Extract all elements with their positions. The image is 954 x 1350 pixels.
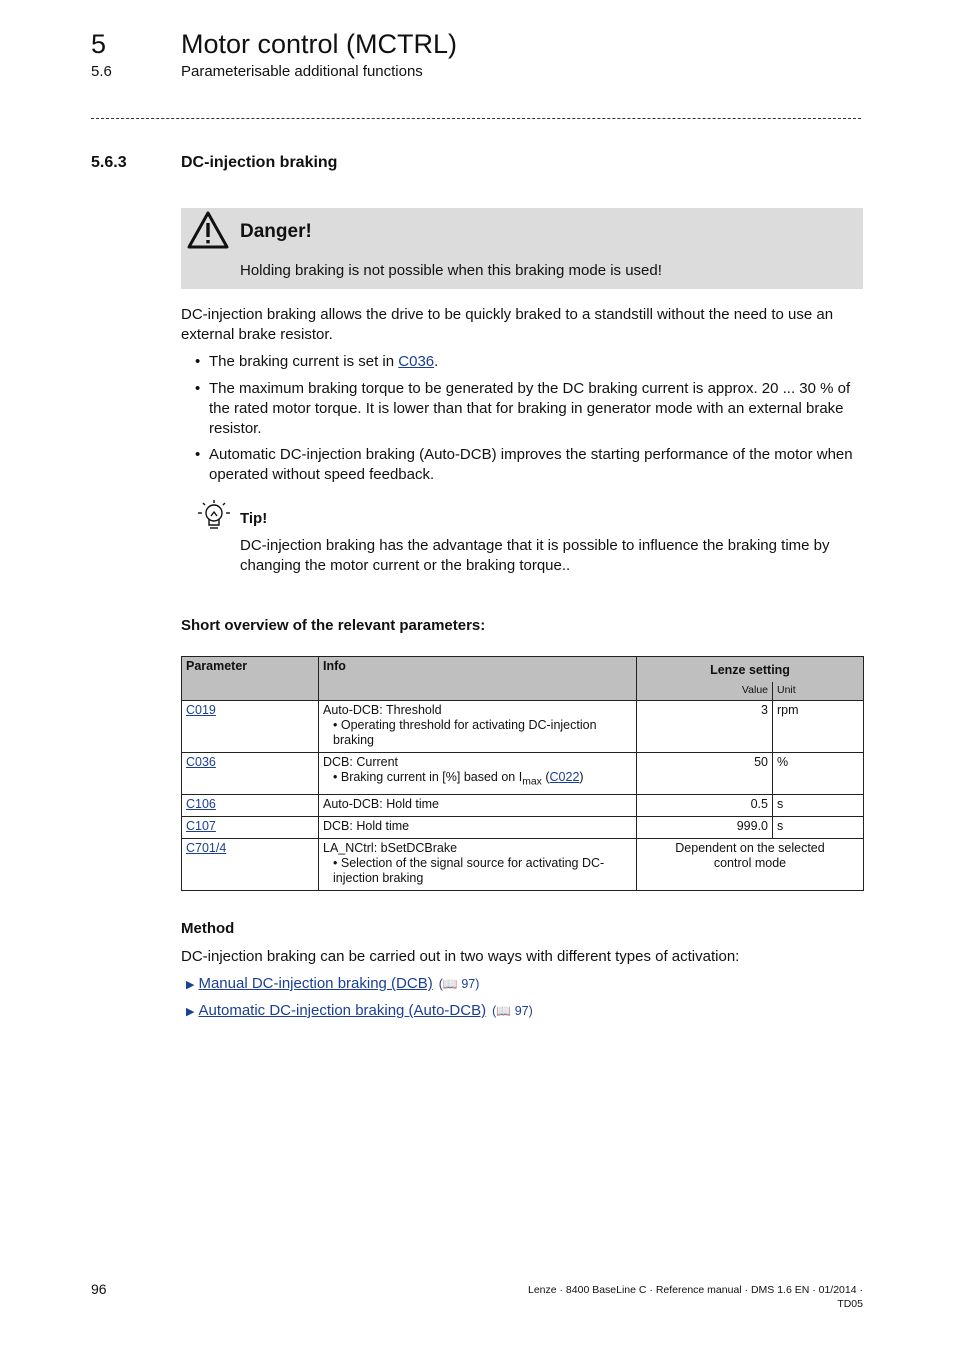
overview-heading: Short overview of the relevant parameters:: [181, 617, 486, 634]
link-c036[interactable]: C036: [186, 755, 216, 769]
subchapter-number: 5.6: [91, 63, 112, 80]
bullet-dot: •: [195, 446, 201, 463]
bullet-dot: •: [195, 353, 201, 370]
tip-text: DC-injection braking has the advantage that it is possible to influence the braking time by changing the motor current or the braking torque..: [240, 537, 830, 574]
warning-triangle-icon: [186, 210, 230, 250]
link-manual-dcb[interactable]: Manual DC-injection braking (DCB): [198, 975, 433, 992]
link-auto-dcb[interactable]: Automatic DC-injection braking (Auto-DCB): [198, 1002, 487, 1019]
row-info-bullet: • Braking current in [%] based on $I_{max}$ (C022): [333, 770, 584, 788]
subchapter-title: Parameterisable additional functions: [181, 63, 423, 80]
nav-link-item: [186, 1001, 533, 1022]
link-c701-4[interactable]: C701/4: [186, 840, 227, 855]
bullet-item: Automatic DC-injection braking (Auto-DCB) improves the starting performance of the motor when operated without speed feedback.: [209, 446, 853, 483]
row-value: 0.5: [637, 794, 773, 816]
table-row: [182, 816, 864, 838]
chapter-number: 5: [91, 29, 107, 59]
section-number: 5.6.3: [91, 154, 127, 171]
header-parameter: Parameter: [182, 657, 319, 701]
row-bullet-text: Operating threshold for activating DC-injection braking: [333, 718, 597, 747]
row-bullet-text: Braking current in [%] based on I: [340, 770, 523, 784]
section-title: DC-injection braking: [181, 154, 338, 171]
tip-title: Tip!: [240, 510, 268, 527]
page-reference[interactable]: (📖 97): [438, 977, 480, 991]
method-heading: Method: [181, 920, 235, 937]
link-c036[interactable]: C036: [398, 353, 435, 370]
link-c019[interactable]: C019: [186, 703, 216, 717]
table-row: [182, 753, 864, 795]
link-c106[interactable]: C106: [186, 796, 216, 811]
header-value: Value: [637, 682, 773, 701]
row-info: LA_NCtrl: bSetDCBrake: [323, 840, 458, 855]
book-icon: 📖: [442, 977, 458, 991]
table-row: [182, 701, 864, 753]
row-bullet-paren: (: [541, 770, 550, 784]
book-icon: 📖: [496, 1004, 512, 1018]
row-unit: rpm: [773, 701, 864, 753]
row-unit: s: [773, 816, 864, 838]
danger-text: Holding braking is not possible when this braking mode is used!: [240, 262, 662, 279]
link-c107[interactable]: C107: [186, 818, 216, 833]
header-unit: Unit: [773, 682, 864, 701]
bullet-item: The maximum braking torque to be generated by the DC braking current is approx. 20 ... 30 % of the rated motor torque. It is lower than that for braking in generator mode with an external brake resistor.: [209, 380, 851, 437]
page-number: 96: [91, 1281, 107, 1297]
row-info-bullet: • Operating threshold for activating DC-injection braking: [333, 718, 597, 747]
lightbulb-icon: [195, 498, 233, 534]
method-text: DC-injection braking can be carried out in two ways with different types of activation:: [181, 948, 740, 965]
bullet-dot: •: [195, 380, 201, 397]
parameter-table: [181, 656, 864, 891]
header-info: Info: [319, 657, 637, 701]
page-reference[interactable]: (📖 97): [492, 1004, 533, 1018]
row-merged-setting: Dependent on the selected control mode: [637, 838, 864, 890]
row-info: Auto-DCB: Threshold: [323, 703, 442, 717]
page-ref-number: 97: [514, 1004, 529, 1018]
row-info: Auto-DCB: Hold time: [319, 794, 637, 816]
header-lenze-setting: Lenze setting: [637, 657, 864, 683]
triangle-right-icon: ▶: [186, 1006, 195, 1018]
page-ref-number: 97: [461, 977, 476, 991]
row-bullet-text: Selection of the signal source for activating DC-injection braking: [333, 855, 605, 885]
table-row: [182, 794, 864, 816]
danger-title: Danger!: [240, 221, 312, 242]
row-unit: s: [773, 794, 864, 816]
row-info: DCB: Current: [323, 755, 399, 769]
bullet-text: The braking current is set in: [209, 353, 399, 370]
footer-doc-info: Lenze · 8400 BaseLine C · Reference manual · DMS 1.6 EN · 01/2014 · TD05: [527, 1284, 863, 1310]
chapter-title: Motor control (MCTRL): [181, 29, 458, 59]
row-unit: %: [773, 753, 864, 795]
triangle-right-icon: ▶: [186, 979, 195, 991]
intro-paragraph: DC-injection braking allows the drive to be quickly braked to a standstill without the need to use an external brake resistor.: [181, 306, 834, 343]
link-c022[interactable]: C022: [549, 770, 580, 784]
header-divider: [91, 118, 861, 119]
bullet-text-end: .: [434, 353, 439, 370]
bullet-item: [209, 352, 864, 372]
row-info: DCB: Hold time: [319, 816, 637, 838]
table-row: [182, 838, 864, 890]
row-info-bullet: • Selection of the signal source for activating DC-injection braking: [333, 855, 605, 885]
row-value: 999.0: [637, 816, 773, 838]
nav-link-item: [186, 974, 479, 995]
subscript-max: max: [522, 776, 542, 788]
row-value: 3: [637, 701, 773, 753]
row-bullet-paren-close: ): [579, 770, 584, 784]
row-value: 50: [637, 753, 773, 795]
